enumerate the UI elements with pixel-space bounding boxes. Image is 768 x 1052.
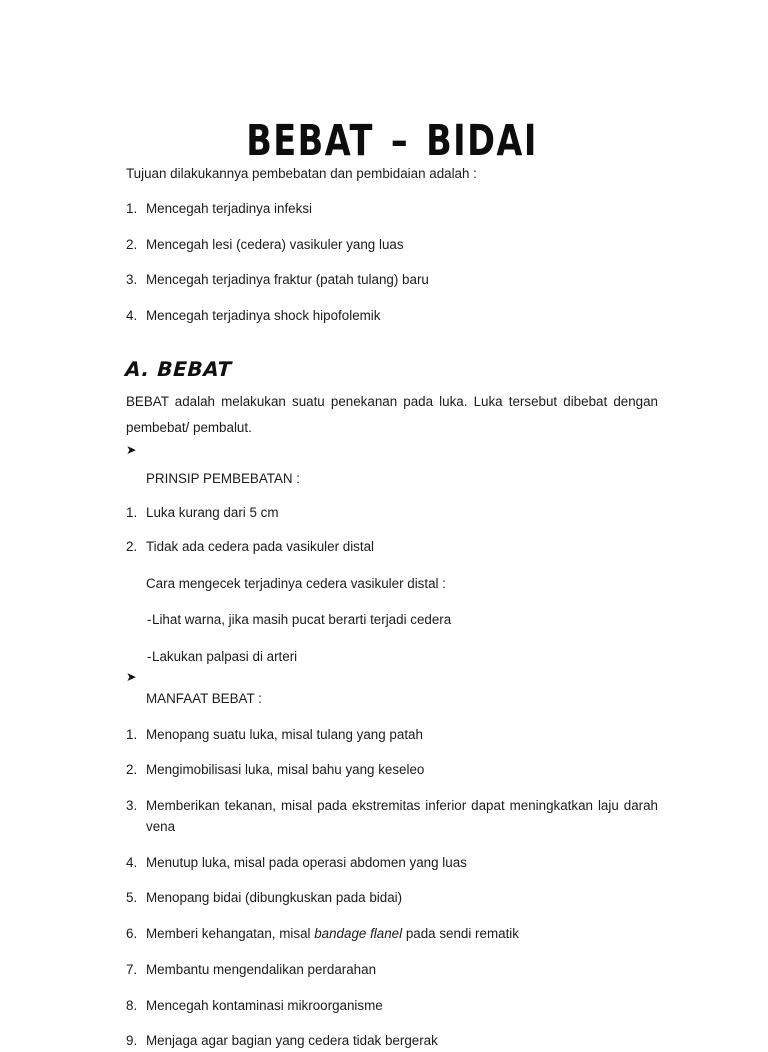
section-heading-bebat: A. BEBAT	[124, 356, 233, 381]
manfaat-bebat-heading	[126, 668, 658, 710]
arrow-right-icon: ➤	[126, 443, 137, 458]
list-item-number: 7.	[126, 961, 138, 977]
list-item	[126, 996, 658, 1017]
list-item-number: 4.	[126, 308, 138, 324]
sub-list-item-label: Lihat warna, jika masih pucat berarti terjadi cedera	[152, 612, 452, 628]
list-item-number: 9.	[126, 1033, 138, 1049]
list-item-number: 3.	[126, 798, 138, 814]
list-item-number: 1.	[126, 726, 138, 742]
list-item	[126, 796, 658, 838]
list-item-label: Mencegah terjadinya fraktur (patah tulang) baru	[146, 272, 429, 288]
cara-mengecek-label: Cara mengecek terjadinya cedera vasikuler distal :	[146, 575, 446, 591]
list-item-number: 6.	[126, 926, 138, 942]
list-item	[126, 760, 658, 781]
list-item	[126, 235, 658, 256]
intro-paragraph: Tujuan dilakukannya pembebatan dan pembidaian adalah :	[126, 165, 477, 181]
list-item-label: Mencegah kontaminasi mikroorganisme	[146, 997, 383, 1013]
purpose-list	[126, 199, 658, 327]
list-item	[126, 306, 658, 327]
list-item-label: Menutup luka, misal pada operasi abdomen yang luas	[146, 854, 467, 870]
list-item	[126, 503, 658, 524]
prinsip-pembebatan-heading	[126, 441, 658, 490]
list-item-label: Menopang suatu luka, misal tulang yang patah	[146, 726, 423, 742]
list-item-label: Mencegah terjadinya infeksi	[146, 200, 312, 216]
list-item	[126, 888, 658, 909]
list-item-number: 4.	[126, 854, 138, 870]
sub-list-item	[126, 647, 658, 668]
manfaat-bebat-label: MANFAAT BEBAT :	[146, 690, 262, 706]
list-item	[126, 537, 658, 558]
manfaat-bebat-list	[126, 725, 658, 1052]
emphasised-term: bandage flanel	[314, 926, 403, 942]
sub-list-item-label: Lakukan palpasi di arteri	[152, 649, 298, 665]
sub-list-item	[126, 610, 658, 631]
list-item-number: 1.	[126, 504, 138, 520]
page-title: BEBAT – BIDAI	[246, 117, 538, 166]
list-item-number: 2.	[126, 538, 138, 554]
list-item-label: Mencegah terjadinya shock hipofolemik	[146, 308, 381, 324]
arrow-right-icon: ➤	[126, 669, 137, 684]
section-bebat-paragraph: BEBAT adalah melakukan suatu penekanan pada luka. Luka tersebut dibebat dengan pembebat/ pembalut.	[126, 393, 658, 436]
list-item-label: Mengimobilisasi luka, misal bahu yang keseleo	[146, 762, 425, 778]
list-item-number: 2.	[126, 762, 138, 778]
list-item	[126, 270, 658, 291]
list-item-label: Tidak ada cedera pada vasikuler distal	[146, 538, 375, 554]
list-item-label: Membantu mengendalikan perdarahan	[146, 961, 377, 977]
list-item-label: Menjaga agar bagian yang cedera tidak bergerak	[146, 1033, 438, 1049]
list-item-label: Mencegah lesi (cedera) vasikuler yang luas	[146, 236, 404, 252]
list-item-label: Memberikan tekanan, misal pada ekstremitas inferior dapat meningkatkan laju darah vena	[146, 798, 658, 834]
list-item-number: 5.	[126, 890, 138, 906]
list-item-number: 3.	[126, 272, 138, 288]
list-item	[126, 960, 658, 981]
dash-marker: -	[147, 612, 152, 628]
list-item	[126, 853, 658, 874]
list-item-number: 8.	[126, 997, 138, 1013]
list-item	[126, 924, 658, 945]
list-item	[126, 199, 658, 220]
prinsip-pembebatan-list	[126, 503, 658, 558]
list-item	[126, 1031, 658, 1052]
list-item-number: 1.	[126, 200, 138, 216]
list-item-label: Memberi kehangatan, misal bandage flanel pada sendi rematik	[146, 926, 519, 942]
dash-marker: -	[147, 649, 152, 665]
list-item-label: Luka kurang dari 5 cm	[146, 504, 279, 520]
list-item-number: 2.	[126, 236, 138, 252]
prinsip-pembebatan-label: PRINSIP PEMBEBATAN :	[146, 471, 301, 487]
list-item-label: Menopang bidai (dibungkuskan pada bidai)	[146, 890, 403, 906]
list-item	[126, 725, 658, 746]
